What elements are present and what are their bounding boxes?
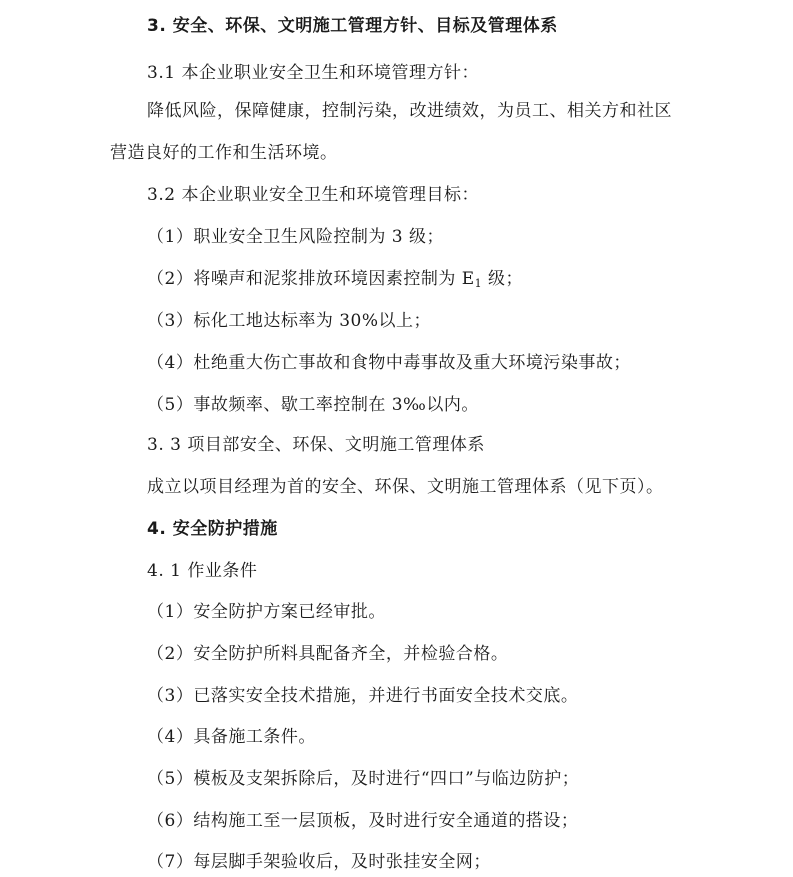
section-3-heading: 3. 安全、环保、文明施工管理方针、目标及管理体系 xyxy=(147,16,558,36)
section-3-3-title: 3. 3 项目部安全、环保、文明施工管理体系 xyxy=(147,435,485,455)
section-4-1-item-6: （6）结构施工至一层顶板，及时进行安全通道的搭设； xyxy=(147,811,579,831)
section-3-2-item-1: （1）职业安全卫生风险控制为 3 级； xyxy=(147,227,444,247)
section-3-1-body-line-1: 降低风险，保障健康，控制污染，改进绩效，为员工、相关方和社区 xyxy=(147,101,672,121)
section-3-2-item-2-subscript: 1 xyxy=(474,277,483,290)
section-3-1-title: 3.1 本企业职业安全卫生和环境管理方针： xyxy=(147,63,479,83)
section-4-1-item-4: （4）具备施工条件。 xyxy=(147,727,316,747)
section-3-3-body: 成立以项目经理为首的安全、环保、文明施工管理体系（见下页）。 xyxy=(147,477,664,497)
section-3-2-item-5: （5）事故频率、歇工率控制在 3‰以内。 xyxy=(147,395,479,415)
section-4-heading: 4. 安全防护措施 xyxy=(147,519,278,539)
section-3-2-item-2-text: （2）将噪声和泥浆排放环境因素控制为 E xyxy=(147,269,475,289)
section-4-1-item-1: （1）安全防护方案已经审批。 xyxy=(147,602,386,622)
section-4-1-item-3: （3）已落实安全技术措施，并进行书面安全技术交底。 xyxy=(147,686,579,706)
section-4-1-item-5: （5）模板及支架拆除后，及时进行“四口”与临边防护； xyxy=(147,769,580,789)
section-3-2-title: 3.2 本企业职业安全卫生和环境管理目标： xyxy=(147,185,479,205)
section-4-1-title: 4. 1 作业条件 xyxy=(147,561,258,581)
section-4-1-item-2: （2）安全防护所料具配备齐全，并检验合格。 xyxy=(147,644,509,664)
section-3-2-item-2 xyxy=(147,267,523,293)
section-3-2-item-3: （3）标化工地达标率为 30%以上； xyxy=(147,311,432,331)
section-3-2-item-2-suffix: 级； xyxy=(482,269,524,289)
section-3-2-item-4: （4）杜绝重大伤亡事故和食物中毒事故及重大环境污染事故； xyxy=(147,353,631,373)
section-4-1-item-7: （7）每层脚手架验收后，及时张挂安全网； xyxy=(147,852,491,872)
section-3-1-body-line-2: 营造良好的工作和生活环境。 xyxy=(110,143,338,163)
